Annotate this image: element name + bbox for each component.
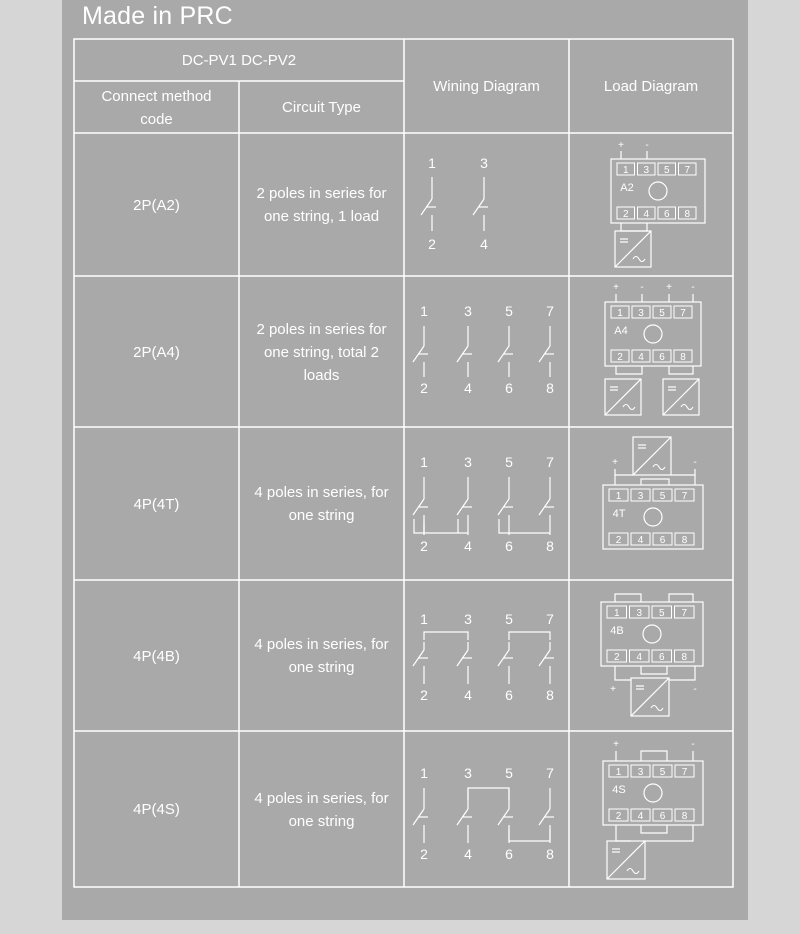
diagram-label: 1 xyxy=(420,611,428,627)
breaker-label: 4T xyxy=(612,508,626,520)
diagram-label: 4 xyxy=(638,352,644,363)
diagram-label: 6 xyxy=(658,652,665,663)
inverter-diagonal xyxy=(663,379,699,415)
jumper-wire xyxy=(641,666,667,674)
diagram-label: 8 xyxy=(684,209,691,220)
jumper-wire xyxy=(669,366,693,374)
diagram-label: + xyxy=(613,282,619,293)
row-code: 4P(4B) xyxy=(133,647,180,665)
jumper-wire xyxy=(615,469,633,475)
load-diagram xyxy=(569,427,733,580)
diagram-label: + xyxy=(666,282,672,293)
jumper-wire xyxy=(509,829,550,841)
diagram-label: 3 xyxy=(480,155,488,171)
diagram-label: 8 xyxy=(546,687,554,703)
diagram-label: 5 xyxy=(505,454,513,470)
row-circuit: 4 poles in series, for one string xyxy=(254,484,389,524)
wiring-diagram xyxy=(404,133,569,276)
ac-symbol xyxy=(633,257,645,262)
ac-symbol xyxy=(681,405,693,410)
diagram-label: 8 xyxy=(546,538,554,554)
jumper-wire xyxy=(499,519,550,533)
wiring-diagram xyxy=(404,276,569,427)
diagram-label: 3 xyxy=(464,303,472,319)
diagram-label: 3 xyxy=(464,765,472,781)
diagram-label: 5 xyxy=(659,767,666,778)
diagram-label: 4 xyxy=(480,236,488,252)
inverter-diagonal xyxy=(615,231,651,267)
jumper-wire xyxy=(671,469,695,475)
diagram-label: 7 xyxy=(680,308,686,319)
diagram-label: 7 xyxy=(681,608,688,619)
row-code: 2P(A2) xyxy=(133,196,180,214)
diagram-label: 4 xyxy=(464,380,472,396)
row-code: 4P(4S) xyxy=(133,801,180,818)
row-code: 4P(4T) xyxy=(133,495,180,513)
diagram-label: 4 xyxy=(637,535,644,546)
diagram-label: 6 xyxy=(505,687,513,703)
diagram-label: 5 xyxy=(505,303,513,319)
diagram-label: 8 xyxy=(681,535,688,546)
header-wiring-diagram: Wining Diagram xyxy=(433,78,540,95)
breaker-label: A4 xyxy=(614,325,628,337)
diagram-label: + xyxy=(612,457,618,468)
diagram-label: 8 xyxy=(546,846,554,862)
diagram-label: 1 xyxy=(615,767,622,778)
diagram-label: 7 xyxy=(684,165,691,176)
diagram-label: 2 xyxy=(420,380,428,396)
ac-symbol xyxy=(627,869,639,874)
diagram-label: 8 xyxy=(680,352,686,363)
diagram-label: - xyxy=(691,739,695,750)
inverter-diagonal xyxy=(631,678,669,716)
row-circuit: 4 poles in series, for one string xyxy=(254,789,389,830)
jumper-wire xyxy=(424,632,468,640)
jumper-wire xyxy=(616,366,642,374)
inverter-diagonal xyxy=(607,841,645,879)
diagram-label: 7 xyxy=(546,454,554,470)
jumper-wire xyxy=(616,825,631,841)
diagram-label: 4 xyxy=(464,846,472,862)
diagram-label: 1 xyxy=(613,608,620,619)
indicator-circle xyxy=(644,784,662,802)
diagram-label: 4 xyxy=(464,687,472,703)
diagram-label: 5 xyxy=(505,611,513,627)
jumper-wire xyxy=(669,594,693,602)
diagram-label: - xyxy=(693,457,697,468)
header-models: DC-PV1 DC-PV2 xyxy=(181,52,297,69)
diagram-label: 3 xyxy=(643,165,650,176)
indicator-circle xyxy=(644,325,662,343)
diagram-label: 3 xyxy=(636,608,643,619)
diagram-label: 3 xyxy=(464,454,472,470)
diagram-label: 1 xyxy=(420,303,428,319)
diagram-label: 2 xyxy=(420,687,428,703)
jumper-wire xyxy=(669,666,695,680)
diagram-label: 6 xyxy=(659,811,666,822)
diagram-label: 3 xyxy=(638,308,644,319)
ac-symbol xyxy=(651,706,663,711)
diagram-label: 2 xyxy=(420,538,428,554)
diagram-label: 7 xyxy=(546,303,554,319)
indicator-circle xyxy=(649,182,667,200)
diagram-label: 2 xyxy=(622,209,629,220)
diagram-label: - xyxy=(645,140,649,151)
diagram-label: - xyxy=(693,684,697,695)
diagram-label: 2 xyxy=(615,535,622,546)
diagram-label: 5 xyxy=(659,491,666,502)
diagram-label: 1 xyxy=(420,454,428,470)
jumper-wire xyxy=(641,479,669,485)
diagram-label: 6 xyxy=(505,380,513,396)
load-diagram xyxy=(569,731,733,887)
diagram-label: 4 xyxy=(464,538,472,554)
header-load-diagram: Load Diagram xyxy=(603,78,699,95)
diagram-label: 7 xyxy=(681,767,688,778)
row-circuit: 4 poles in series, for one string xyxy=(254,636,389,676)
indicator-circle xyxy=(644,508,662,526)
diagram-label: 8 xyxy=(546,380,554,396)
diagram-label: 2 xyxy=(428,236,436,252)
diagram-label: 6 xyxy=(505,846,513,862)
row-circuit: 2 poles in series for one string, 1 load xyxy=(256,185,387,225)
wiring-diagram xyxy=(404,427,569,580)
breaker-label: 4S xyxy=(612,784,626,796)
breaker-label: A2 xyxy=(620,182,634,194)
jumper-wire xyxy=(641,825,667,833)
diagram-label: 4 xyxy=(643,209,650,220)
diagram-label: 2 xyxy=(615,811,622,822)
diagram-label: 5 xyxy=(658,608,665,619)
load-diagram xyxy=(569,580,733,731)
diagram-label: 4 xyxy=(636,652,643,663)
diagram-label: 5 xyxy=(663,165,670,176)
diagram-label: 6 xyxy=(505,538,513,554)
diagram-label: 3 xyxy=(637,767,644,778)
inverter-diagonal xyxy=(605,379,641,415)
header-circuit-type: Circuit Type xyxy=(282,99,361,116)
load-diagram xyxy=(569,133,733,276)
diagram-label: 1 xyxy=(622,165,629,176)
breaker-label: 4B xyxy=(610,625,624,637)
wiring-diagram xyxy=(404,731,569,887)
diagram-label: 3 xyxy=(637,491,644,502)
diagram-label: 6 xyxy=(659,352,665,363)
diagram-label: + xyxy=(613,739,619,750)
jumper-wire xyxy=(641,751,667,761)
jumper-wire xyxy=(468,788,509,800)
diagram-label: 4 xyxy=(637,811,644,822)
diagram-label: 2 xyxy=(613,652,620,663)
diagram-label: 5 xyxy=(505,765,513,781)
ac-symbol xyxy=(623,405,635,410)
indicator-circle xyxy=(643,625,661,643)
ac-symbol xyxy=(653,465,665,470)
diagram-label: 8 xyxy=(681,652,688,663)
row-code: 2P(A4) xyxy=(133,343,180,361)
diagram-label: 2 xyxy=(420,846,428,862)
jumper-wire xyxy=(414,519,468,533)
jumper-wire xyxy=(509,632,550,640)
diagram-label: + xyxy=(610,684,616,695)
diagram-label: 1 xyxy=(428,155,436,171)
jumper-wire xyxy=(615,594,641,602)
diagram-label: 7 xyxy=(546,611,554,627)
load-diagram xyxy=(569,276,733,427)
inverter-diagonal xyxy=(633,437,671,475)
diagram-label: 8 xyxy=(681,811,688,822)
page-title: Made in PRC xyxy=(82,2,233,30)
row-circuit: 2 poles in series for one string, total 2 loads xyxy=(256,320,387,384)
wiring-diagram xyxy=(404,580,569,731)
header-connect-method: Connect method code xyxy=(101,87,212,128)
jumper-wire xyxy=(621,223,647,231)
diagram-label: 5 xyxy=(659,308,665,319)
diagram-label: 1 xyxy=(615,491,622,502)
diagram-label: - xyxy=(691,282,695,293)
diagram-label: 7 xyxy=(681,491,688,502)
diagram-label: 1 xyxy=(617,308,623,319)
diagram-label: + xyxy=(618,140,624,151)
diagram-label: 3 xyxy=(464,611,472,627)
diagram-label: 6 xyxy=(659,535,666,546)
diagram-label: - xyxy=(640,282,644,293)
diagram-label: 6 xyxy=(663,209,670,220)
diagram-label: 1 xyxy=(420,765,428,781)
diagram-label: 7 xyxy=(546,765,554,781)
diagram-label: 2 xyxy=(617,352,623,363)
jumper-wire xyxy=(615,666,631,680)
